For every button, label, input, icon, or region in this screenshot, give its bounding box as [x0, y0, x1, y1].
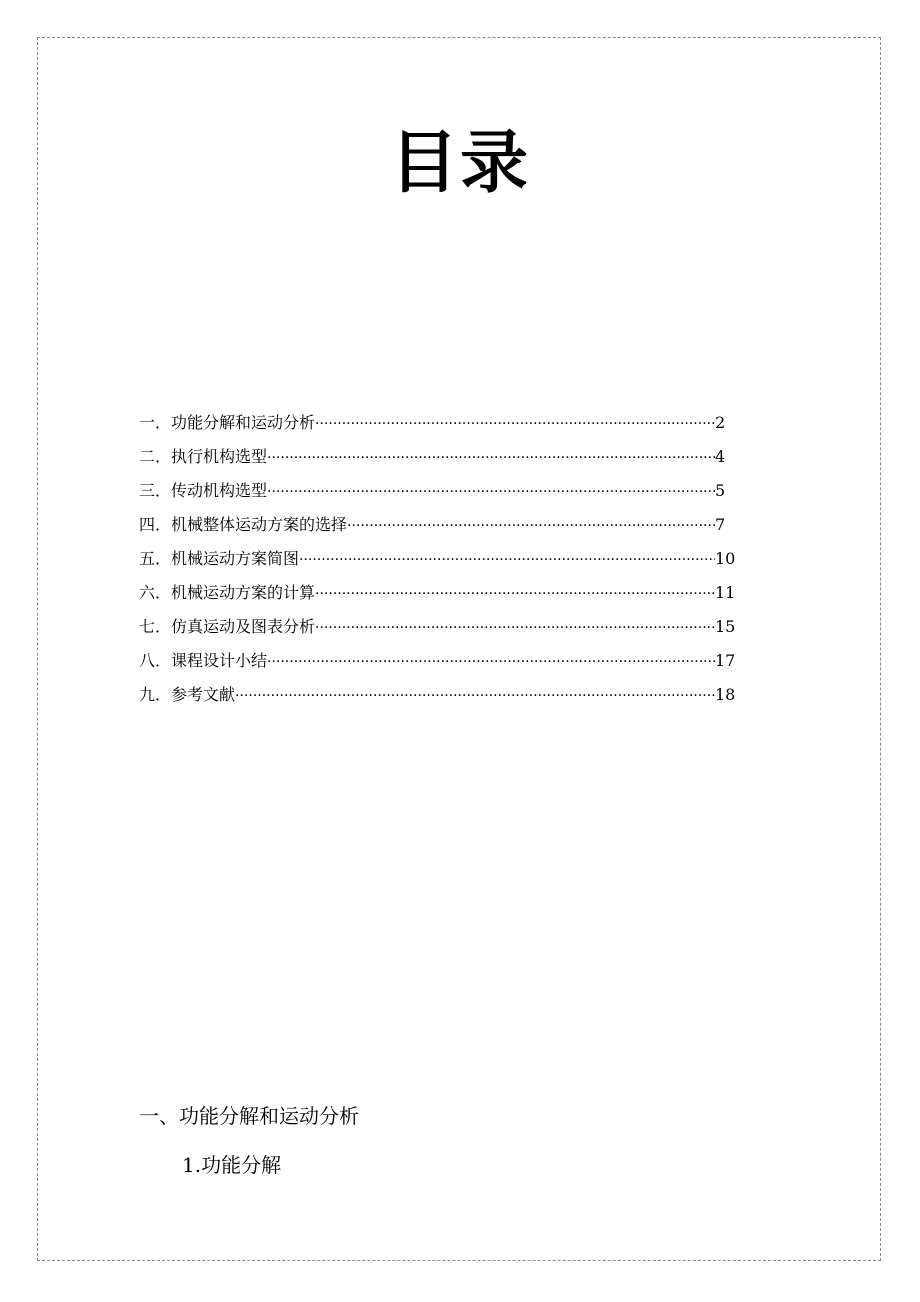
toc-entry[interactable] — [139, 678, 739, 712]
toc-dot-leader — [315, 407, 715, 440]
toc-entry[interactable] — [139, 542, 739, 576]
toc-entry-page: 11 — [715, 583, 736, 602]
sub-heading: 1.功能分解 — [182, 1153, 282, 1177]
toc-entry-page: 18 — [715, 685, 736, 704]
toc-entry[interactable] — [139, 440, 739, 474]
toc-entry-number: 三． — [139, 481, 172, 500]
toc-dot-leader — [235, 679, 715, 712]
toc-dot-leader — [267, 645, 715, 678]
toc-entry-page: 4 — [715, 447, 726, 466]
toc-entry-number: 七． — [139, 617, 172, 636]
toc-dot-leader — [267, 441, 715, 474]
toc-entry-label: 功能分解和运动分析 — [171, 413, 316, 432]
toc-dot-leader — [315, 577, 715, 610]
toc-entry-number: 二． — [139, 447, 172, 466]
toc-entry-label: 传动机构选型 — [171, 481, 268, 500]
toc-entry[interactable] — [139, 474, 739, 508]
toc-dot-leader — [347, 509, 715, 542]
toc-entry-label: 参考文献 — [171, 685, 236, 704]
toc-entry-label: 仿真运动及图表分析 — [171, 617, 316, 636]
toc-entry[interactable] — [139, 644, 739, 678]
toc-entry[interactable] — [139, 576, 739, 610]
toc-dot-leader — [299, 543, 715, 576]
toc-entry[interactable] — [139, 406, 739, 440]
toc-entry-page: 17 — [715, 651, 736, 670]
toc-entry-page: 5 — [715, 481, 726, 500]
toc-entry-label: 机械运动方案的计算 — [171, 583, 316, 602]
toc-entry[interactable] — [139, 610, 739, 644]
toc-entry-label: 执行机构选型 — [171, 447, 268, 466]
toc-entry-page: 15 — [715, 617, 736, 636]
toc-entry-page: 10 — [715, 549, 736, 568]
section-heading: 一、功能分解和运动分析 — [139, 1104, 359, 1128]
toc-dot-leader — [267, 475, 715, 508]
toc-entry-number: 五． — [139, 549, 172, 568]
toc-entry-number: 四． — [139, 515, 172, 534]
toc-entry-number: 六． — [139, 583, 172, 602]
toc-title: 目录 — [389, 123, 530, 203]
toc-entry-page: 2 — [715, 413, 726, 432]
toc-entry-label: 机械整体运动方案的选择 — [171, 515, 348, 534]
toc-entry-number: 九． — [139, 685, 172, 704]
toc-dot-leader — [315, 611, 715, 644]
toc-list — [139, 406, 739, 712]
toc-entry-number: 一． — [139, 413, 172, 432]
toc-entry-page: 7 — [715, 515, 726, 534]
toc-entry-number: 八． — [139, 651, 172, 670]
toc-entry-label: 机械运动方案简图 — [171, 549, 300, 568]
toc-entry[interactable] — [139, 508, 739, 542]
toc-entry-label: 课程设计小结 — [171, 651, 268, 670]
